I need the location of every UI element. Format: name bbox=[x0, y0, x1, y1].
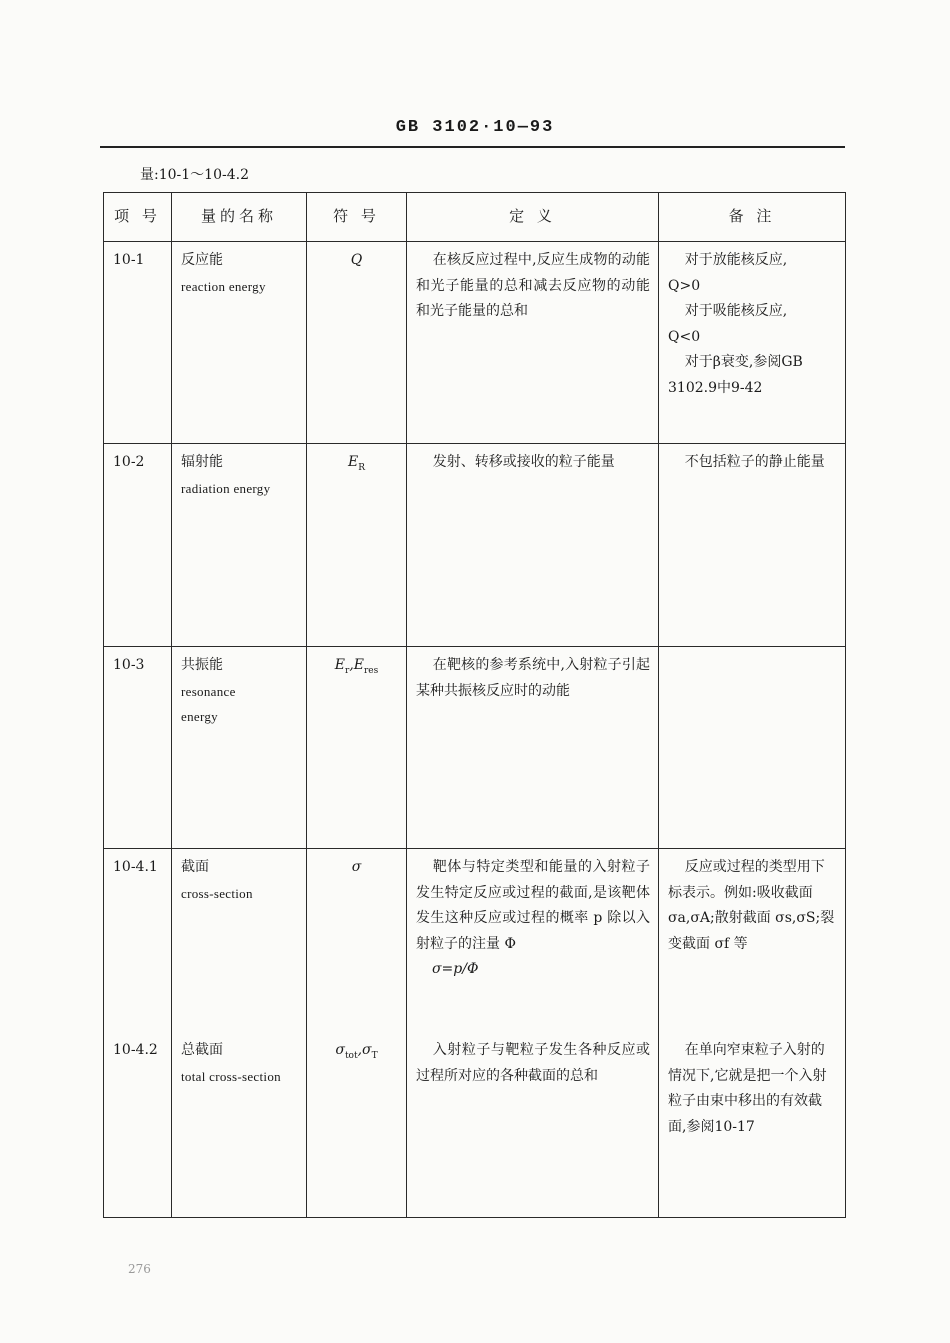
remark-line: 不包括粒子的静止能量 bbox=[684, 454, 825, 470]
column-header-item-no: 项 号 bbox=[104, 193, 172, 242]
table-caption: 量:10-1～10-4.2 bbox=[140, 167, 249, 183]
quantity-definition: 在核反应过程中,反应生成物的动能和光子能量的总和减去反应物的动能和光子能量的总和 bbox=[416, 252, 650, 319]
quantity-definition: 入射粒子与靶粒子发生各种反应或过程所对应的各种截面的总和 bbox=[416, 1042, 650, 1084]
quantity-symbol: $E_r,E_{res}$ bbox=[334, 657, 379, 676]
quantity-definition: 在靶核的参考系统中,入射粒子引起某种共振核反应时的动能 bbox=[416, 657, 650, 699]
header-rule bbox=[100, 146, 845, 148]
quantity-symbol: $\sigma_{tot},\sigma_T$ bbox=[335, 1042, 378, 1061]
column-header-definition: 定 义 bbox=[407, 193, 659, 242]
column-header-quantity-name: 量的名称 bbox=[172, 193, 307, 242]
table-row bbox=[104, 647, 846, 849]
remark-line: 对于放能核反应, bbox=[684, 252, 788, 268]
quantity-name-en: resonance energy bbox=[181, 683, 236, 724]
quantity-definition: 靶体与特定类型和能量的入射粒子发生特定反应或过程的截面,是该靶体发生这种反应或过程的概率 p 除以入射粒子的注量 Φ bbox=[416, 859, 650, 952]
remark-empty bbox=[659, 647, 845, 653]
quantity-name-zh: 辐射能 bbox=[181, 454, 223, 470]
quantity-name-en: reaction energy bbox=[181, 278, 266, 294]
item-number: 10-4.2 bbox=[113, 1042, 158, 1058]
column-header-remarks: 备 注 bbox=[659, 193, 846, 242]
quantity-name-en: total cross-section bbox=[181, 1068, 281, 1084]
item-number: 10-2 bbox=[113, 454, 145, 470]
table-row bbox=[104, 849, 846, 1033]
table-row bbox=[104, 242, 846, 444]
remark-line: 对于β衰变,参阅GB 3102.9中9-42 bbox=[668, 354, 803, 396]
remark-line: 对于吸能核反应, bbox=[684, 303, 788, 319]
quantity-name-zh: 反应能 bbox=[181, 252, 223, 268]
quantity-name-en: radiation energy bbox=[181, 480, 271, 496]
quantity-symbol: σ bbox=[351, 859, 362, 875]
remark-line: 在单向窄束粒子入射的情况下,它就是把一个入射粒子由束中移出的有效截面,参阅10-17 bbox=[668, 1042, 827, 1135]
quantity-symbol: $E_R$ bbox=[347, 454, 365, 473]
quantity-definition: 发射、转移或接收的粒子能量 bbox=[432, 454, 615, 470]
remark-line: 反应或过程的类型用下标表示。例如:吸收截面 σa,σA;散射截面 σs,σS;裂变截面 σf 等 bbox=[668, 859, 835, 952]
table-header-row bbox=[104, 193, 846, 242]
item-number: 10-1 bbox=[113, 252, 145, 268]
page-number: 276 bbox=[128, 1262, 151, 1276]
quantity-name-zh: 截面 bbox=[181, 859, 209, 875]
table-row bbox=[104, 444, 846, 647]
quantity-name-zh: 共振能 bbox=[181, 657, 223, 673]
remark-line: Q<0 bbox=[668, 328, 701, 345]
column-header-symbol: 符 号 bbox=[307, 193, 407, 242]
definition-formula: σ=p/Φ bbox=[432, 961, 479, 977]
quantity-name-en: cross-section bbox=[181, 885, 253, 901]
quantity-name-zh: 总截面 bbox=[181, 1042, 223, 1058]
quantity-symbol: Q bbox=[350, 252, 363, 268]
standard-header: GB 3102·10—93 bbox=[395, 118, 555, 137]
item-number: 10-3 bbox=[113, 657, 145, 673]
quantities-table bbox=[103, 192, 846, 1218]
item-number: 10-4.1 bbox=[113, 859, 158, 875]
remark-line: Q>0 bbox=[668, 277, 701, 294]
table-row bbox=[104, 1032, 846, 1218]
